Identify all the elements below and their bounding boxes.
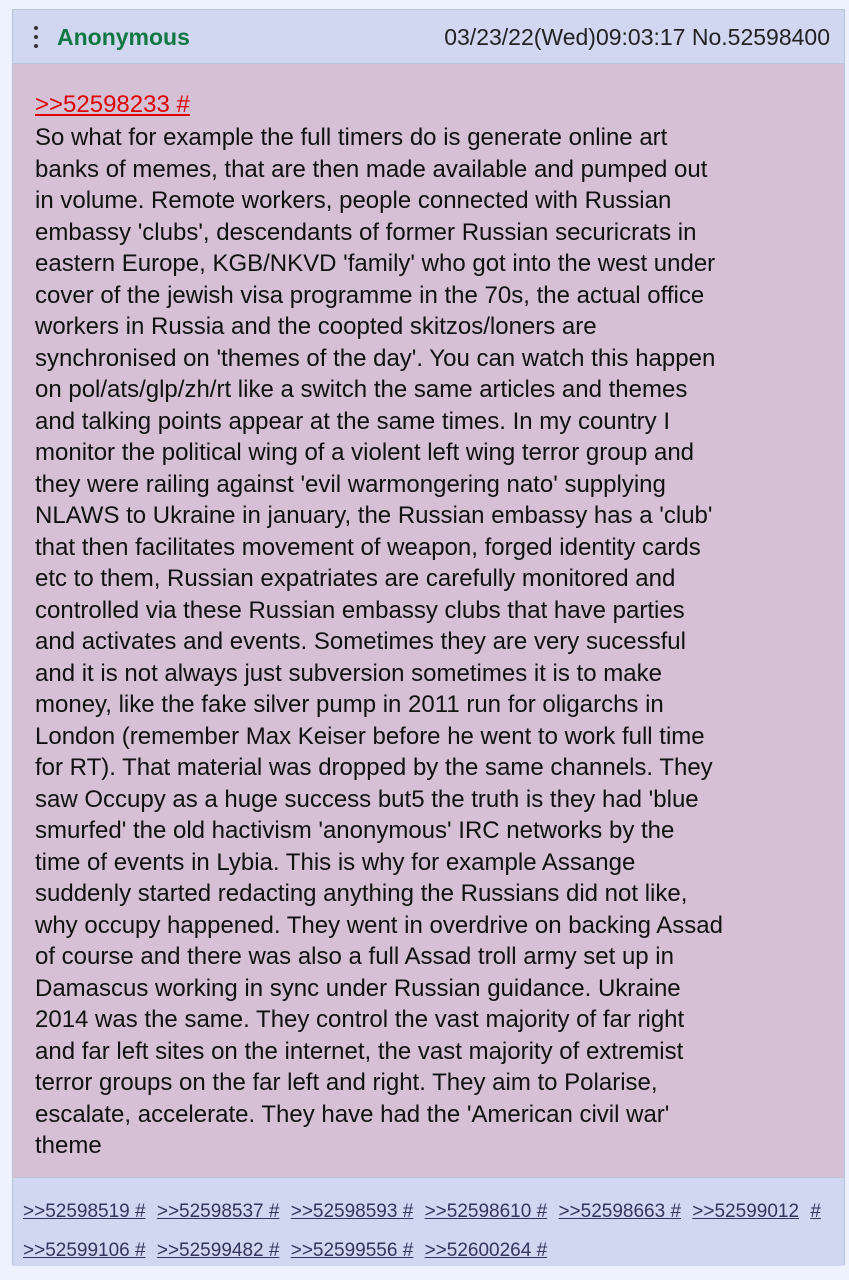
post-container (12, 9, 845, 1265)
message-line: Damascus working in sync under Russian guidance. Ukraine (35, 974, 681, 1002)
post-header (13, 10, 844, 64)
message-line: of course and there was also a full Assad troll army set up in (35, 943, 674, 970)
message-line: that then facilitates movement of weapon, forged identity cards (35, 533, 701, 561)
message-line: 2014 was the same. They control the vast majority of far right (35, 1006, 685, 1033)
message-line: monitor the political wing of a violent left wing terror group and (35, 439, 695, 466)
message-line: time of events in Lybia. This is why for example Assange (35, 848, 636, 876)
reply-link[interactable]: >>52598663 # (558, 1201, 682, 1222)
message-line: eastern Europe, KGB/NKVD 'family' who got into the west under (35, 250, 716, 277)
message-line: NLAWS to Ukraine in january, the Russian embassy has a 'club' (35, 502, 713, 529)
reply-link[interactable]: # (810, 1201, 821, 1222)
message-line: and talking points appear at the same times. In my country I (35, 407, 670, 435)
message-line: cover of the jewish visa programme in the 70s, the actual office (35, 281, 705, 309)
message-line: workers in Russia and the coopted skitzos/loners are (35, 313, 597, 340)
message-line: money, like the fake silver pump in 2011 run for oligarchs in (35, 691, 664, 718)
message-line: and far left sites on the internet, the vast majority of extremist (35, 1037, 684, 1065)
reply-link[interactable]: >>52599556 # (290, 1240, 414, 1261)
poster-name: Anonymous (57, 24, 190, 50)
reply-links (13, 1177, 844, 1266)
reply-link[interactable]: >>52598519 # (23, 1201, 146, 1222)
message-line: So what for example the full timers do is generate online art (35, 124, 668, 151)
message-line: why occupy happened. They went in overdrive on backing Assad (35, 911, 723, 939)
message-line: banks of memes, that are then made available and pumped out (35, 155, 708, 183)
message-line: and it is not always just subversion sometimes it is to make (35, 659, 662, 687)
message-line: they were railing against 'evil warmongering nato' supplying (35, 470, 666, 498)
message-line: controlled via these Russian embassy clubs that have parties (35, 596, 685, 624)
message-line: and activates and events. Sometimes they are very sucessful (35, 628, 686, 655)
reply-link[interactable]: >>52598610 # (424, 1201, 548, 1222)
message-line: terror groups on the far left and right. They aim to Polarise, (35, 1069, 658, 1096)
message-line: for RT). That material was dropped by the same channels. They (35, 754, 713, 781)
post-meta (444, 23, 830, 51)
message-line: embassy 'clubs', descendants of former Russian securicrats in (35, 218, 697, 246)
vertical-ellipsis-icon[interactable] (33, 26, 39, 52)
post-body (13, 64, 844, 1177)
message-line: etc to them, Russian expatriates are carefully monitored and (35, 565, 676, 592)
message-line: synchronised on 'themes of the day'. You can watch this happen (35, 344, 716, 372)
message-line: London (remember Max Keiser before he went to work full time (35, 722, 705, 750)
post-message (35, 122, 825, 1162)
message-line: suddenly started redacting anything the Russians did not like, (35, 880, 688, 907)
message-line: smurfed' the old hactivism 'anonymous' IRC networks by the (35, 817, 675, 844)
reply-link[interactable]: >>52599482 # (156, 1240, 280, 1261)
message-line: escalate, accelerate. They have had the 'American civil war' (35, 1100, 670, 1128)
post-number[interactable]: No.52598400 (691, 24, 830, 50)
reply-link[interactable]: >>52600264 # (424, 1240, 548, 1261)
quote-link[interactable]: >>52598233 # (35, 91, 190, 118)
message-line: saw Occupy as a huge success but5 the truth is they had 'blue (35, 785, 699, 813)
message-line: on pol/ats/glp/zh/rt like a switch the same articles and themes (35, 376, 688, 403)
post-datetime: 03/23/22(Wed)09:03:17 (444, 24, 686, 50)
reply-link[interactable]: >>52598537 # (156, 1201, 280, 1222)
message-line: in volume. Remote workers, people connected with Russian (35, 187, 672, 214)
reply-link[interactable]: >>52599012 (692, 1201, 800, 1222)
message-line: theme (35, 1132, 102, 1159)
reply-link[interactable]: >>52598593 # (290, 1201, 414, 1222)
reply-link[interactable]: >>52599106 # (23, 1240, 146, 1261)
